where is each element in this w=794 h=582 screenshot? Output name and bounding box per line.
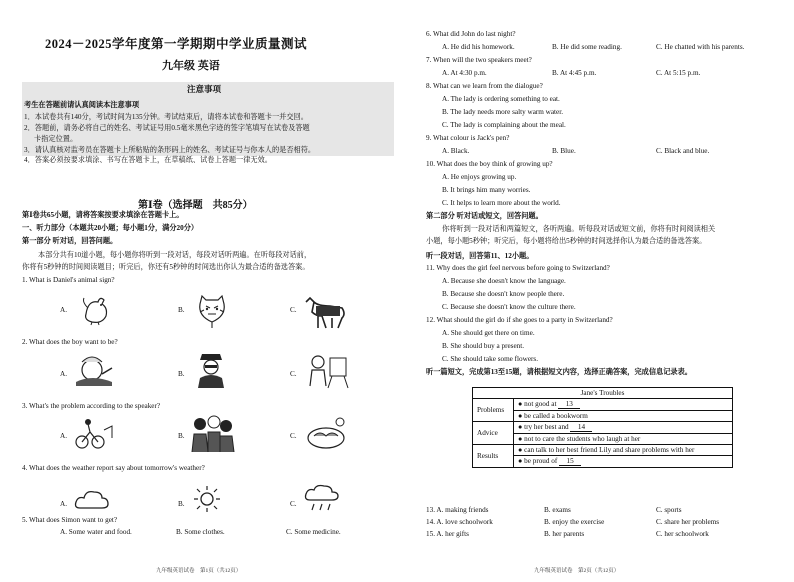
- q7-option-c: C. At 5:15 p.m.: [656, 69, 701, 77]
- sun-icon: [192, 484, 222, 514]
- q12-option-a: A. She should get there on time.: [442, 329, 535, 337]
- answer-blank[interactable]: 15: [559, 457, 581, 466]
- question-12: 12. What should the girl do if she goes to a party in Switzerland?: [426, 316, 613, 324]
- q13-option-b: B. exams: [544, 506, 571, 514]
- notice-box: [22, 82, 394, 156]
- option-a-label: A.: [60, 306, 67, 314]
- listening-part2-title: 第二部分 听对话或短文，回答问题。: [426, 212, 543, 220]
- q14-option-a: 14. A. love schoolwork: [426, 518, 493, 526]
- q8-option-b: B. The lady needs more salty warm water.: [442, 108, 564, 116]
- option-a-label: A.: [60, 432, 67, 440]
- crowd-icon: [190, 414, 236, 454]
- q6-option-b: B. He did some reading.: [552, 43, 622, 51]
- question-10: 10. What does the boy think of growing up?: [426, 160, 553, 168]
- question-8: 8. What can we learn from the dialogue?: [426, 82, 543, 90]
- q7-option-a: A. At 4:30 p.m.: [442, 69, 487, 77]
- answer-blank[interactable]: 14: [570, 423, 592, 432]
- info-table: [472, 387, 733, 468]
- q5-option-a: A. Some water and food.: [60, 528, 132, 536]
- cyclists-icon: [74, 418, 114, 450]
- notice-item: 2．答题前，请务必将自己的姓名、考试证号用0.5毫米黑色字迹的签字笔填写在试卷及答题: [24, 124, 310, 132]
- q10-option-a: A. He enjoys growing up.: [442, 173, 517, 181]
- q14-option-b: B. enjoy the exercise: [544, 518, 605, 526]
- q14-option-c: C. share her problems: [656, 518, 720, 526]
- rain-icon: [304, 484, 340, 514]
- q6-option-c: C. He chatted with his parents.: [656, 43, 745, 51]
- q5-option-c: C. Some medicine.: [286, 528, 341, 536]
- q15-option-c: C. her schoolwork: [656, 530, 709, 538]
- q10-option-b: B. It brings him many worries.: [442, 186, 531, 194]
- table-cell: ● try her best and 14: [514, 422, 733, 434]
- tiger-icon: [194, 290, 230, 330]
- q6-option-a: A. He did his homework.: [442, 43, 515, 51]
- q9-option-c: C. Black and blue.: [656, 147, 710, 155]
- row-label: Results: [473, 445, 514, 468]
- dialogue-instruction: 听一段对话，回答第11、12小题。: [426, 252, 534, 260]
- listening-subpart-title: 第一部分 听对话，回答问题。: [22, 237, 118, 245]
- table-cell: ● not good at 13: [514, 399, 733, 411]
- chef-icon: [72, 354, 116, 388]
- exam-title: 2024－2025学年度第一学期期中学业质量测试: [45, 37, 308, 51]
- instruction-line: 本部分共有10道小题，每小题你将听到一段对话，每段对话听两遍。在听每段对话前，: [38, 251, 312, 259]
- exam-page-2: [408, 0, 794, 582]
- passage-instruction: 听一篇短文，完成第13至15题，请根据短文内容，选择正确答案，完成信息记录表。: [426, 368, 692, 376]
- notice-item: 卡指定位置。: [34, 135, 78, 143]
- option-c-label: C.: [290, 370, 297, 378]
- table-cell: ● not to care the students who laugh at her: [514, 434, 733, 445]
- rooster-icon: [78, 294, 116, 326]
- exam-subtitle: 九年级 英语: [162, 60, 220, 72]
- question-2: 2. What does the boy want to be?: [22, 338, 118, 346]
- q11-option-a: A. Because she doesn't know the language.: [442, 277, 566, 285]
- page-footer: 九年级英语试卷 第1页（共12页）: [156, 568, 242, 574]
- row-label: Problems: [473, 399, 514, 422]
- q8-option-c: C. The lady is complaining about the meal.: [442, 121, 566, 129]
- q7-option-b: B. At 4:45 p.m.: [552, 69, 597, 77]
- police-officer-icon: [194, 350, 228, 390]
- page-footer: 九年级英语试卷 第2页（共12页）: [534, 568, 620, 574]
- notice-title: 注意事项: [187, 84, 222, 94]
- row-label: Advice: [473, 422, 514, 445]
- q12-option-c: C. She should take some flowers.: [442, 355, 539, 363]
- section-note: 第Ⅰ卷共65小题，请将答案按要求填涂在答题卡上。: [22, 211, 184, 219]
- waste-food-icon: [304, 416, 350, 452]
- question-7: 7. When will the two speakers meet?: [426, 56, 532, 64]
- option-b-label: B.: [178, 370, 185, 378]
- question-9: 9. What colour is Jack's pen?: [426, 134, 510, 142]
- q13-option-c: C. sports: [656, 506, 682, 514]
- table-cell: ● be called a bookworm: [514, 411, 733, 422]
- q15-option-b: B. her parents: [544, 530, 585, 538]
- table-row: [473, 422, 733, 434]
- option-b-label: B.: [178, 306, 185, 314]
- question-5: 5. What does Simon want to get?: [22, 516, 118, 524]
- option-b-label: B.: [178, 432, 185, 440]
- instruction-line: 小题，每小题5秒钟；听完后，每小题将给出5秒钟的时间选择你认为最合适的备选答案。: [426, 237, 707, 245]
- question-6: 6. What did John do last night?: [426, 30, 516, 38]
- q11-option-b: B. Because she doesn't know people there.: [442, 290, 565, 298]
- q10-option-c: C. It helps to learn more about the world.: [442, 199, 561, 207]
- notice-item: 3．请认真核对监考员在答题卡上所粘贴的条形码上的姓名、考试证号与你本人的是否相符。: [24, 146, 316, 154]
- table-cell: ● be proud of 15: [514, 456, 733, 468]
- section-title: 第Ⅰ卷（选择题 共85分）: [138, 200, 253, 211]
- instruction-line: 你将有5秒钟的时间阅读题目；听完后，你还有5秒钟的时间选出你认为最合适的备选答案。: [22, 263, 310, 271]
- q11-option-c: C. Because she doesn't know the culture there.: [442, 303, 576, 311]
- notice-item: 4．答案必须按要求填涂、书写在答题卡上，在草稿纸、试卷上答题一律无效。: [24, 156, 272, 164]
- cloud-icon: [74, 488, 110, 512]
- notice-item: 1．本试卷共有140分，考试时间为135分钟。考试结束后，请将本试卷和答题卡一并交回。: [24, 113, 308, 121]
- question-11: 11. Why does the girl feel nervous before going to Switzerland?: [426, 264, 610, 272]
- table-cell: ● can talk to her best friend Lily and share problems with her: [514, 445, 733, 456]
- option-a-label: A.: [60, 500, 67, 508]
- ox-icon: [302, 294, 348, 330]
- q13-option-a: 13. A. making friends: [426, 506, 489, 514]
- question-3: 3. What's the problem according to the speaker?: [22, 402, 161, 410]
- answer-blank[interactable]: 13: [558, 400, 580, 409]
- artist-icon: [304, 352, 350, 390]
- question-4: 4. What does the weather report say about tomorrow's weather?: [22, 464, 205, 472]
- option-a-label: A.: [60, 370, 67, 378]
- instruction-line: 你将听到一段对话和两篇短文，各听两遍。听每段对话或短文前，你将有时间阅读相关: [442, 225, 716, 233]
- q15-option-a: 15. A. her gifts: [426, 530, 469, 538]
- q9-option-b: B. Blue.: [552, 147, 576, 155]
- table-row: [473, 399, 733, 411]
- table-title: Jane's Troubles: [473, 388, 733, 399]
- q8-option-a: A. The lady is ordering something to eat.: [442, 95, 560, 103]
- option-c-label: C.: [290, 306, 297, 314]
- listening-part-title: 一、听力部分（本题共20小题；每小题1分，满分20分）: [22, 224, 199, 232]
- option-b-label: B.: [178, 500, 185, 508]
- question-1: 1. What is Daniel's animal sign?: [22, 276, 115, 284]
- q9-option-a: A. Black.: [442, 147, 470, 155]
- q12-option-b: B. She should buy a present.: [442, 342, 525, 350]
- option-c-label: C.: [290, 500, 297, 508]
- option-c-label: C.: [290, 432, 297, 440]
- notice-lead: 考生在答题前请认真阅读本注意事项: [24, 101, 140, 109]
- table-row: [473, 445, 733, 456]
- q5-option-b: B. Some clothes.: [176, 528, 225, 536]
